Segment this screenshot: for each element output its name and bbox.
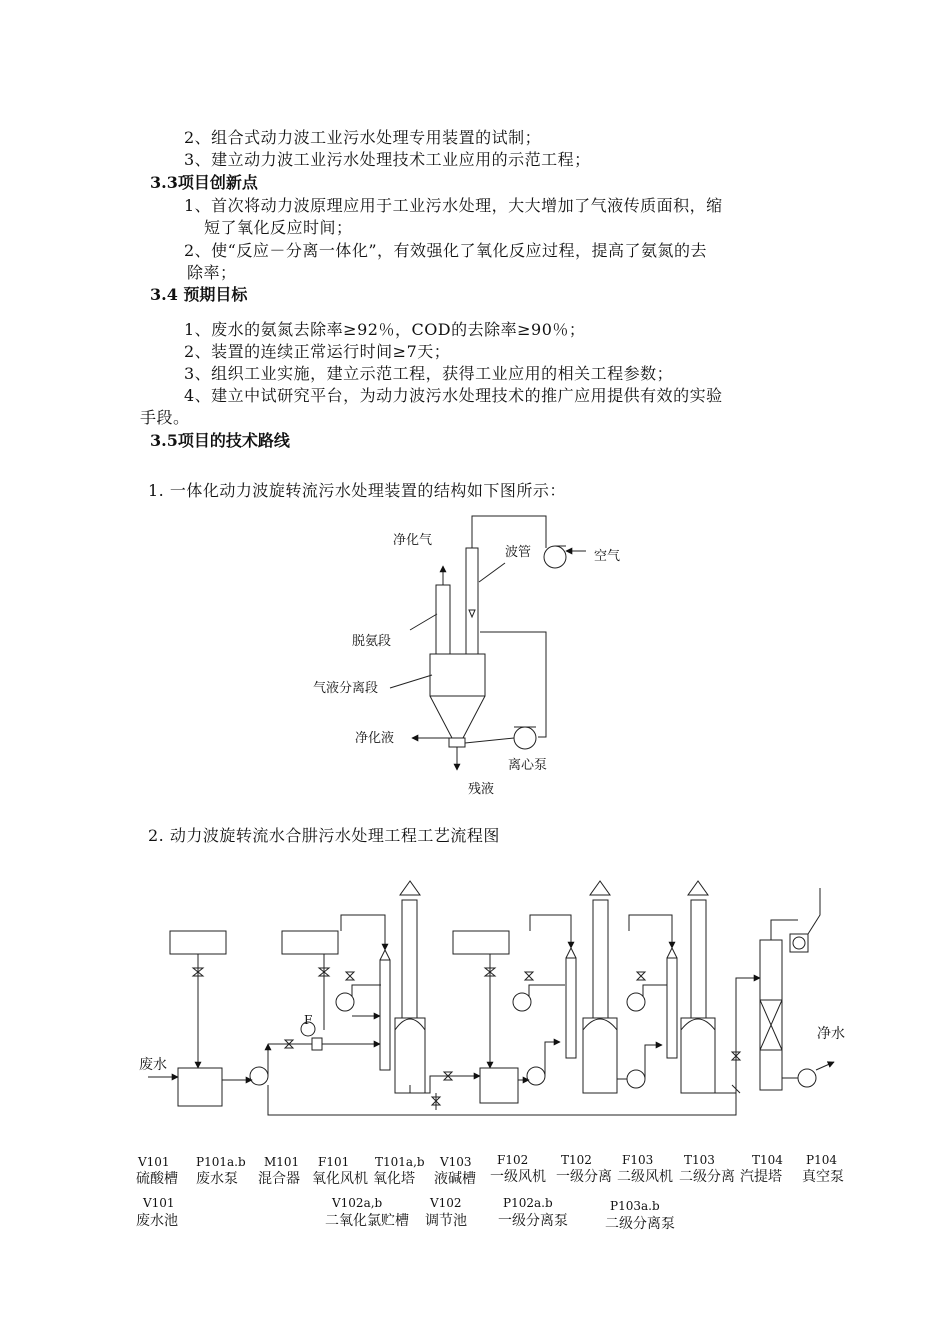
legend-code: F101 (318, 1155, 350, 1169)
section-3-3-heading: 3.3项目创新点 (150, 173, 258, 192)
second-separation-pump (627, 1070, 645, 1088)
section-3-4-heading: 3.4 预期目标 (150, 285, 248, 304)
first-stage-wave-tube (566, 958, 576, 1058)
legend-name: 二氧化氯贮槽 (325, 1213, 409, 1229)
first-separation-pump (527, 1067, 545, 1085)
legend-code: V102 (430, 1196, 462, 1210)
legend-code: F102 (497, 1153, 529, 1167)
flow-meter-tag: F (304, 1013, 313, 1027)
deammonia-column (436, 566, 450, 654)
legend-code: P104 (806, 1153, 837, 1167)
legend-name: 废水池 (136, 1213, 178, 1229)
legend-code: V102a,b (332, 1196, 383, 1210)
air-pipe (472, 516, 546, 548)
clean-water-pump (798, 1069, 816, 1087)
second-stage-separator (681, 881, 715, 1093)
mixer (312, 1038, 322, 1050)
legend-name: 硫酸槽 (136, 1171, 178, 1187)
label-wave-tube: 波管 (505, 545, 532, 560)
target-item-4: 4、建立中试研究平台，为动力波污水处理技术的推广应用提供有效的实验 (184, 386, 723, 405)
process-flow-diagram (148, 881, 834, 1115)
legend-name: 真空泵 (802, 1169, 844, 1185)
label-residue: 残液 (468, 782, 495, 797)
legend-name: 二级风机 (617, 1169, 673, 1185)
wastewater-pool (178, 1068, 222, 1106)
leader-deammonia (410, 614, 437, 630)
legend-name: 氧化风机 (312, 1171, 368, 1187)
second-stage-wave-tube (667, 958, 677, 1058)
legend-code: P103a.b (610, 1199, 660, 1213)
legend-name: 二级分离泵 (605, 1216, 675, 1232)
recycle-pipe (480, 632, 546, 737)
legend-code: P102a.b (503, 1196, 553, 1210)
first-stage-separator (583, 881, 617, 1093)
chlorine-dioxide-tank (282, 931, 338, 954)
oxidation-blower (336, 972, 381, 1016)
air-blower (544, 546, 586, 568)
legend-name: 调节池 (425, 1213, 467, 1229)
target-item-2: 2、装置的连续正常运行时间≥7天； (184, 342, 451, 361)
caustic-tank (453, 931, 509, 954)
target-item-1: 1、废水的氨氮去除率≥92％，COD的去除率≥90％； (184, 320, 586, 339)
oxidation-tube (380, 960, 390, 1070)
separator-vessel (430, 654, 485, 747)
oxidation-tower (395, 881, 425, 1093)
leader-wave-tube (479, 563, 505, 582)
centrifugal-pump-symbol (465, 727, 536, 749)
legend-name: 混合器 (258, 1171, 300, 1187)
device-diagram (390, 516, 586, 770)
legend-name: 二级分离 (679, 1169, 735, 1185)
legend-code: P101a.b (196, 1155, 246, 1169)
target-item-4-cont: 手段。 (140, 408, 190, 427)
innovation-item-2-cont: 除率； (187, 263, 237, 282)
label-deammonia-section: 脱氨段 (352, 634, 392, 649)
wastewater-pump (250, 1067, 268, 1085)
innovation-item-1-cont: 短了氧化反应时间； (204, 218, 353, 237)
return-line (268, 1085, 736, 1115)
label-purified-liquid: 净化液 (355, 731, 395, 746)
legend-code: T101a,b (375, 1155, 425, 1169)
legend-name: 氧化塔 (373, 1171, 415, 1187)
label-purified-gas: 净化气 (393, 533, 433, 548)
wave-tube (466, 548, 478, 654)
label-clean-water-out: 净水 (817, 1026, 845, 1042)
device-diagram-intro: 1. 一体化动力波旋转流污水处理装置的结构如下图所示： (148, 481, 566, 500)
goal-item-3: 3、建立动力波工业污水处理技术工业应用的示范工程； (184, 150, 591, 169)
goal-item-2: 2、组合式动力波工业污水处理专用装置的试制； (184, 128, 542, 147)
legend-code: F103 (622, 1153, 654, 1167)
stripping-tower (760, 920, 798, 1090)
flow-meter (301, 1022, 315, 1036)
regulating-pool (480, 1068, 518, 1103)
legend-code: V101 (143, 1196, 175, 1210)
label-centrifugal-pump: 离心泵 (508, 758, 548, 773)
innovation-item-2: 2、使“反应－分离一体化”，有效强化了氧化反应过程，提高了氨氮的去 (184, 241, 708, 260)
process-flow-intro: 2. 动力波旋转流水合肼污水处理工程工艺流程图 (148, 826, 500, 845)
legend-code: T104 (752, 1153, 783, 1167)
acid-tank (170, 931, 226, 954)
target-item-3: 3、组织工业实施，建立示范工程，获得工业应用的相关工程参数； (184, 364, 674, 383)
label-air: 空气 (594, 549, 621, 564)
label-wastewater-in: 废水 (139, 1057, 167, 1073)
legend-name: 汽提塔 (740, 1169, 782, 1185)
legend-code: T102 (561, 1153, 592, 1167)
legend-code: T103 (684, 1153, 715, 1167)
legend-code: V103 (440, 1155, 472, 1169)
leader-separation (390, 675, 432, 688)
first-stage-blower (513, 972, 565, 1011)
legend-name: 一级风机 (490, 1169, 546, 1185)
innovation-item-1: 1、首次将动力波原理应用于工业污水处理，大大增加了气液传质面积，缩 (184, 196, 723, 215)
section-3-5-heading: 3.5项目的技术路线 (150, 431, 290, 450)
legend-name: 一级分离 (556, 1169, 612, 1185)
legend-code: M101 (264, 1155, 300, 1169)
label-gas-liquid-separation: 气液分离段 (313, 681, 379, 696)
legend-name: 液碱槽 (434, 1171, 476, 1187)
legend-name: 一级分离泵 (498, 1213, 568, 1229)
second-stage-blower (627, 972, 667, 1011)
legend-code: V101 (138, 1155, 170, 1169)
legend-name: 废水泵 (196, 1171, 238, 1187)
